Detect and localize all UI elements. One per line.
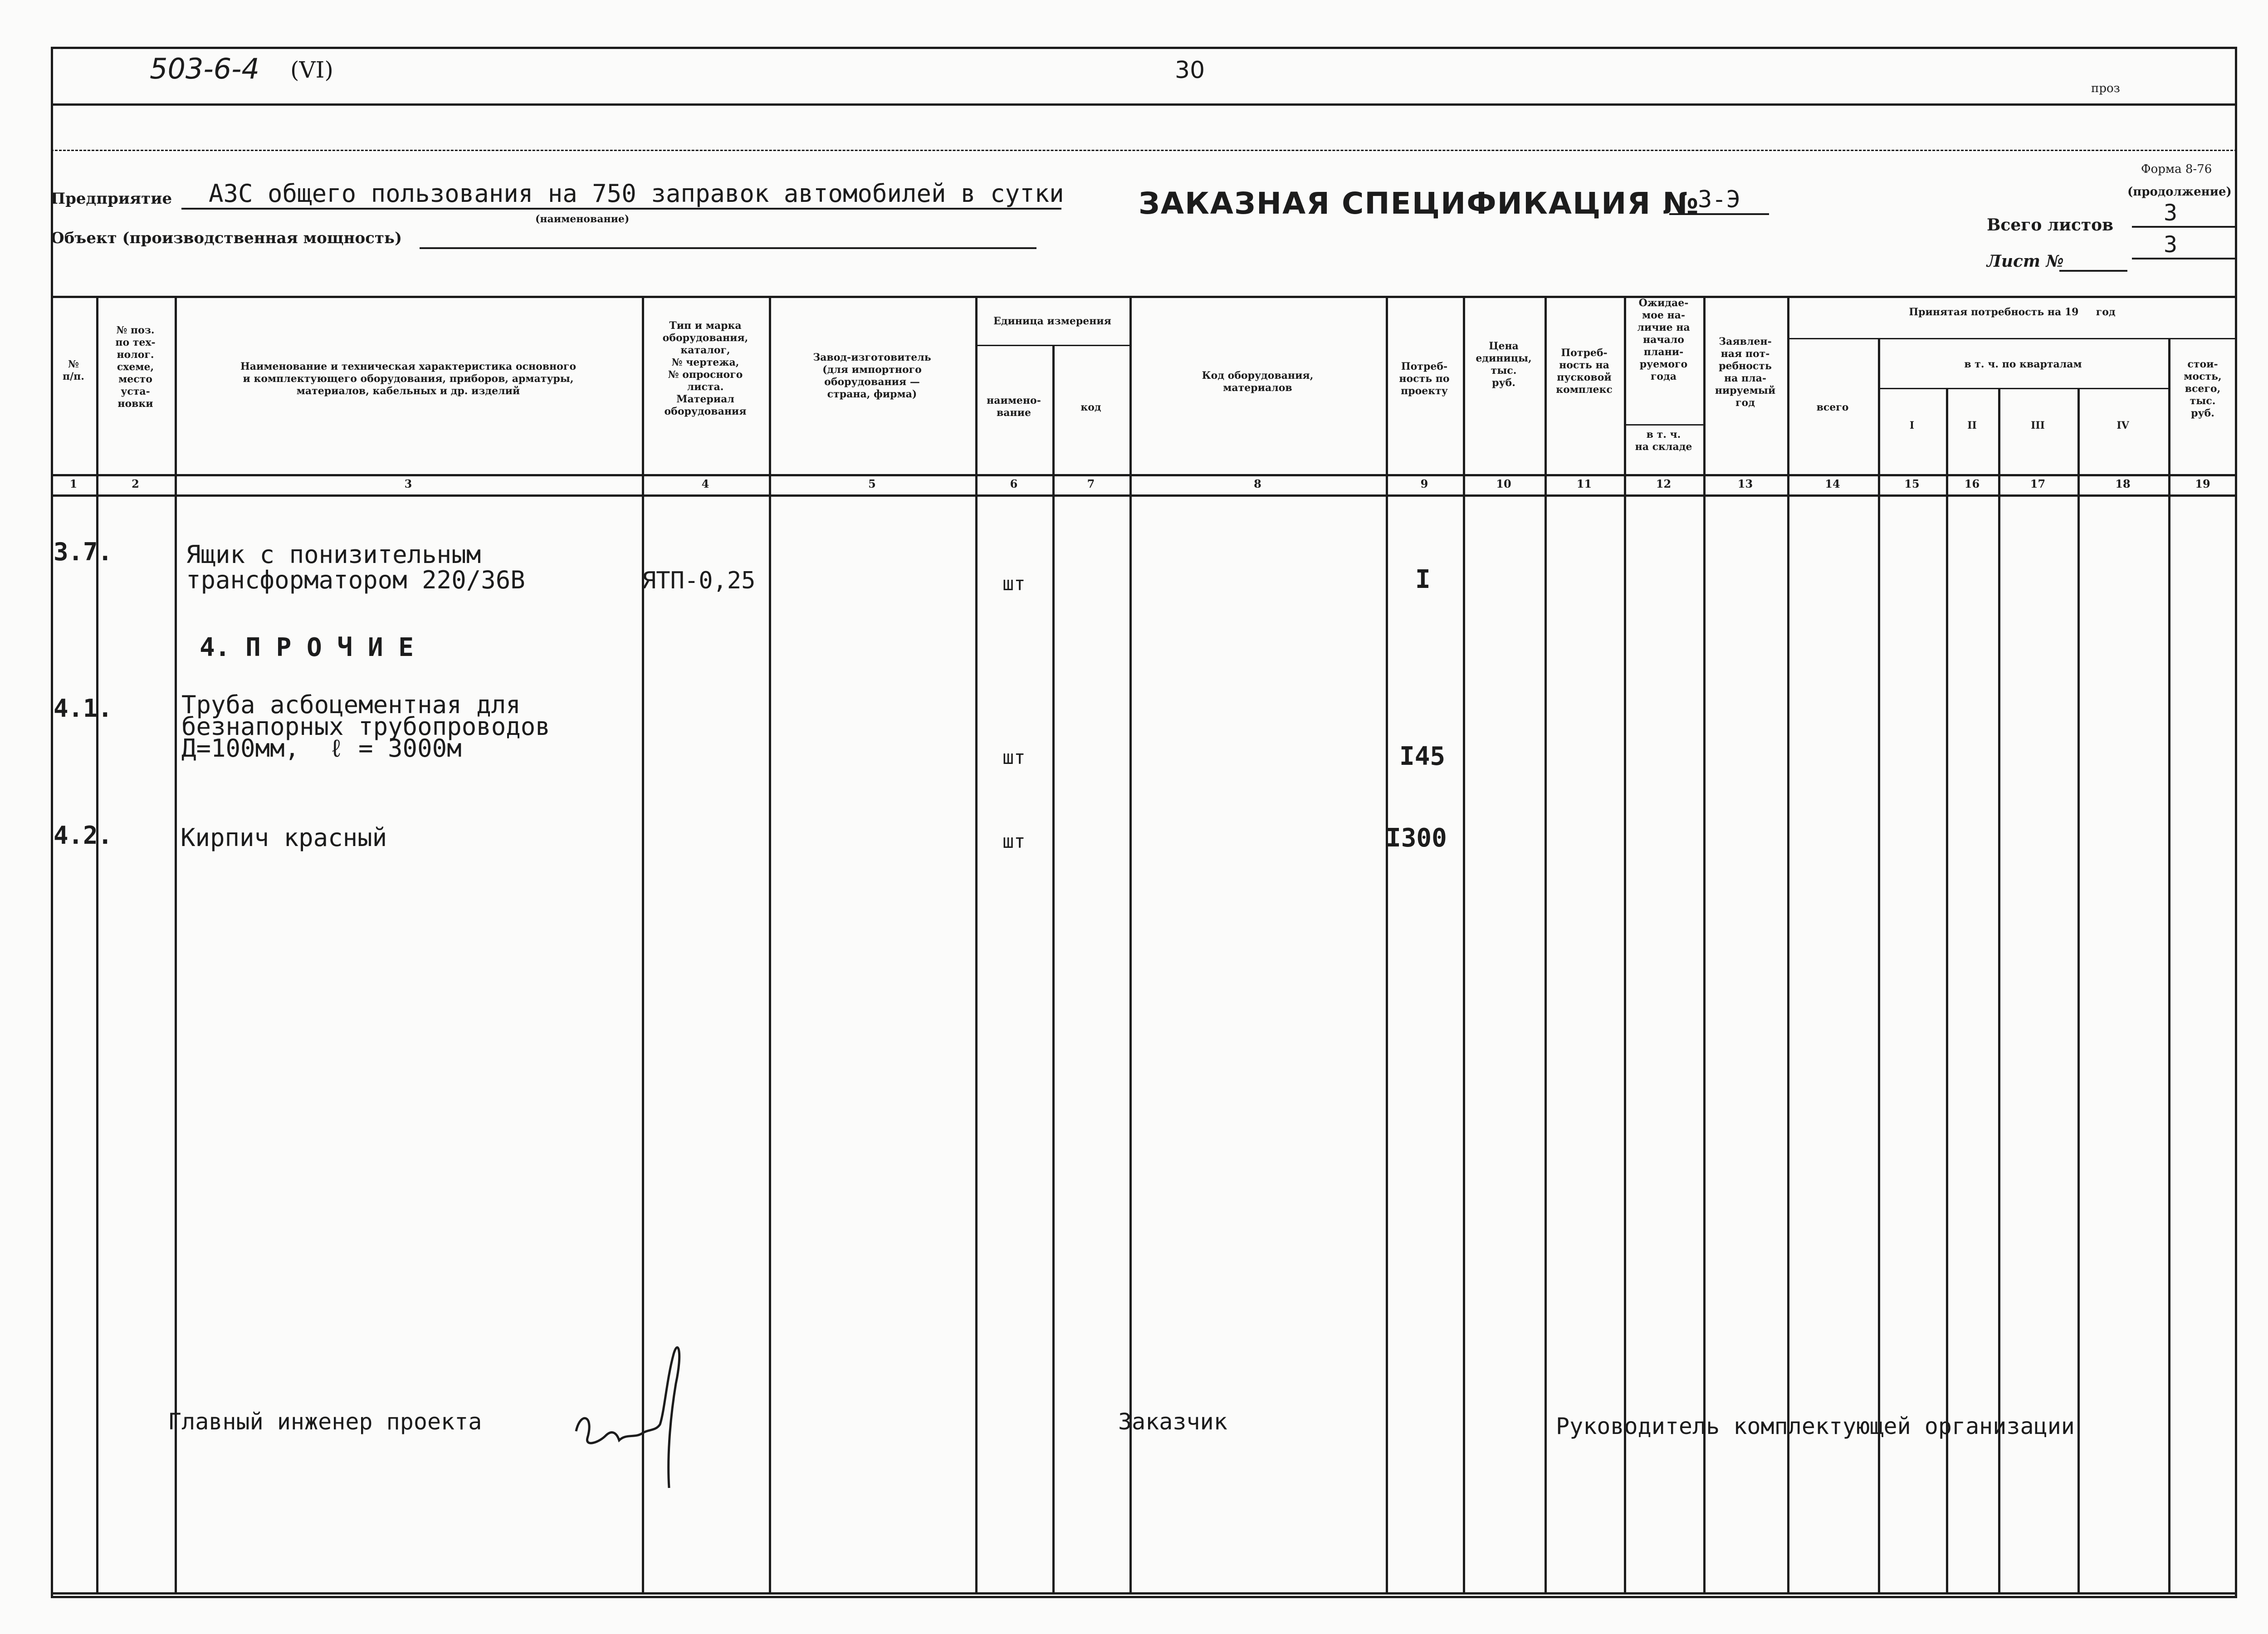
form-continuation: (продолжение)	[2127, 185, 2232, 199]
colnum-2: 2	[132, 477, 139, 490]
col-header-3: Наименование и техническая характеристика основного и комплектующего оборудования, приборов, арматуры, материалов, кабельных и др. изделий	[240, 361, 576, 397]
row-4-2-qty: I300	[1386, 823, 1447, 853]
col-line-14	[1878, 338, 1880, 1593]
colnum-4: 4	[701, 477, 709, 490]
colnum-17: 17	[2030, 477, 2046, 490]
colnum-9: 9	[1420, 477, 1428, 490]
quarters-group-header: в т. ч. по кварталам	[1964, 358, 2082, 370]
outer-top-frame	[51, 47, 2237, 1598]
col-line-17	[2077, 388, 2080, 1593]
col-line-6	[1052, 345, 1055, 1593]
enterprise-label: Предприятие	[51, 190, 172, 208]
colnum-14: 14	[1825, 477, 1840, 490]
total-sheets-label: Всего листов	[1987, 215, 2114, 235]
col-line-2	[175, 296, 177, 1593]
col-header-11: Потреб- ность на пусковой комплекс	[1556, 347, 1613, 396]
sheet-label: Лист №	[1987, 252, 2064, 271]
col-header-12-sub: в т. ч. на складе	[1635, 429, 1692, 453]
total-sheets-value: 3	[2132, 200, 2236, 228]
col-header-10: Цена единицы, тыс. руб.	[1476, 340, 1532, 389]
colnum-bottom-line	[51, 494, 2237, 497]
object-value	[420, 229, 1036, 249]
col-header-7: код	[1080, 401, 1101, 413]
object-label: Объект (производственная мощность)	[51, 229, 402, 247]
col-header-18: IV	[2116, 420, 2129, 431]
colnum-7: 7	[1087, 477, 1095, 490]
col-line-5	[975, 296, 978, 1593]
table-top-line	[51, 296, 2237, 298]
unit-group-header: Единица измерения	[993, 315, 1111, 327]
supplier-head-label: Руководитель комплектующей организации	[1556, 1413, 2075, 1439]
row-3-7-unit: шт	[1002, 572, 1026, 595]
col-header-16: II	[1967, 420, 1977, 431]
colnum-top-line	[51, 474, 2237, 476]
col-header-13: Заявлен- ная пот- ребность на пла- нируемый год	[1715, 336, 1776, 409]
col-line-1	[96, 296, 98, 1593]
chief-engineer-label: Главный инженер проекта	[168, 1409, 482, 1435]
form-number: Форма 8-76	[2141, 162, 2212, 176]
row-4-1-num: 4.1.	[54, 694, 113, 723]
row-4-2-name: Кирпич красный	[181, 823, 387, 852]
col-header-8: Код оборудования, материалов	[1202, 370, 1314, 394]
row-4-1-unit: шт	[1002, 746, 1026, 768]
col-line-12	[1703, 296, 1706, 1593]
customer-label: Заказчик	[1118, 1409, 1227, 1435]
col-line-18	[2168, 338, 2170, 1593]
enterprise-value: АЗС общего пользования на 750 заправок автомобилей в сутки	[181, 179, 1061, 210]
stock-sub-line	[1624, 424, 1703, 426]
col-header-4: Тип и марка оборудования, каталог, № чертежа, № опросного листа. Материал оборудования	[662, 320, 748, 417]
sheet-value: 3	[2132, 231, 2236, 259]
col-header-6: наимено- вание	[987, 395, 1041, 419]
colnum-16: 16	[1964, 477, 1980, 490]
col-header-5: Завод-изготовитель (для импортного оборудования — страна, фирма)	[813, 352, 931, 400]
col-line-16	[1998, 388, 2000, 1593]
col-header-15: I	[1909, 420, 1915, 431]
row-4-2-num: 4.2.	[54, 821, 113, 850]
section-other-title: 4. П Р О Ч И Е	[200, 633, 414, 662]
colnum-8: 8	[1254, 477, 1261, 490]
row-4-2-unit: шт	[1002, 830, 1026, 852]
colnum-6: 6	[1010, 477, 1018, 490]
row-4-1-name: Труба асбоцементная для безнапорных трубопроводов Д=100мм, ℓ = 3000м	[181, 690, 550, 763]
top-right-note: проз	[2091, 82, 2120, 95]
col-header-2: № поз. по тех- нолог. схеме, место уста- новки	[115, 324, 156, 410]
row-4-1-qty: I45	[1399, 742, 1446, 771]
row-3-7-type: ЯТП-0,25	[642, 567, 756, 594]
row-3-7-name: Ящик с понизительным трансформатором 220/36В	[186, 540, 525, 594]
colnum-12: 12	[1656, 477, 1672, 490]
top-divider	[51, 103, 2237, 106]
col-line-4	[769, 296, 771, 1593]
col-header-1: № п/п.	[63, 358, 84, 382]
quarters-group-line	[1878, 388, 2168, 389]
row-3-7-num: 3.7.	[54, 538, 113, 566]
colnum-15: 15	[1904, 477, 1920, 490]
colnum-18: 18	[2115, 477, 2131, 490]
page-number: 30	[1175, 57, 1205, 84]
colnum-3: 3	[404, 477, 412, 490]
row-3-7-qty: I	[1415, 565, 1431, 594]
sheet-label-line	[2059, 270, 2127, 272]
accepted-group-header: Принятая потребность на 19 год	[1909, 306, 2116, 318]
enterprise-caption: (наименование)	[535, 213, 630, 225]
col-header-9: Потреб- ность по проекту	[1399, 361, 1450, 397]
colnum-10: 10	[1496, 477, 1511, 490]
spec-number: 3-Э	[1669, 186, 1769, 215]
col-header-19: стои- мость, всего, тыс. руб.	[2184, 358, 2222, 419]
colnum-13: 13	[1737, 477, 1753, 490]
col-header-17: III	[2031, 420, 2045, 431]
col-line-8	[1386, 296, 1388, 1593]
col-line-13	[1787, 296, 1789, 1593]
doc-code: 503-6-4	[150, 52, 259, 85]
col-header-14: всего	[1816, 401, 1849, 413]
col-line-15	[1946, 388, 1948, 1593]
table-bottom-line	[51, 1592, 2237, 1595]
spec-title: ЗАКАЗНАЯ СПЕЦИФИКАЦИЯ №	[1139, 186, 1700, 221]
colnum-11: 11	[1576, 477, 1592, 490]
col-line-9	[1463, 296, 1465, 1593]
colnum-1: 1	[69, 477, 78, 490]
col-line-7	[1129, 296, 1132, 1593]
colnum-19: 19	[2195, 477, 2210, 490]
top-divider-2	[51, 150, 2237, 151]
col-line-11	[1624, 296, 1626, 1593]
colnum-5: 5	[868, 477, 876, 490]
col-line-10	[1545, 296, 1547, 1593]
col-header-12: Ожидае- мое на- личие на начало плани- руемого года	[1637, 297, 1690, 382]
chief-engineer-signature	[562, 1334, 699, 1515]
doc-volume: (VI)	[290, 57, 333, 83]
